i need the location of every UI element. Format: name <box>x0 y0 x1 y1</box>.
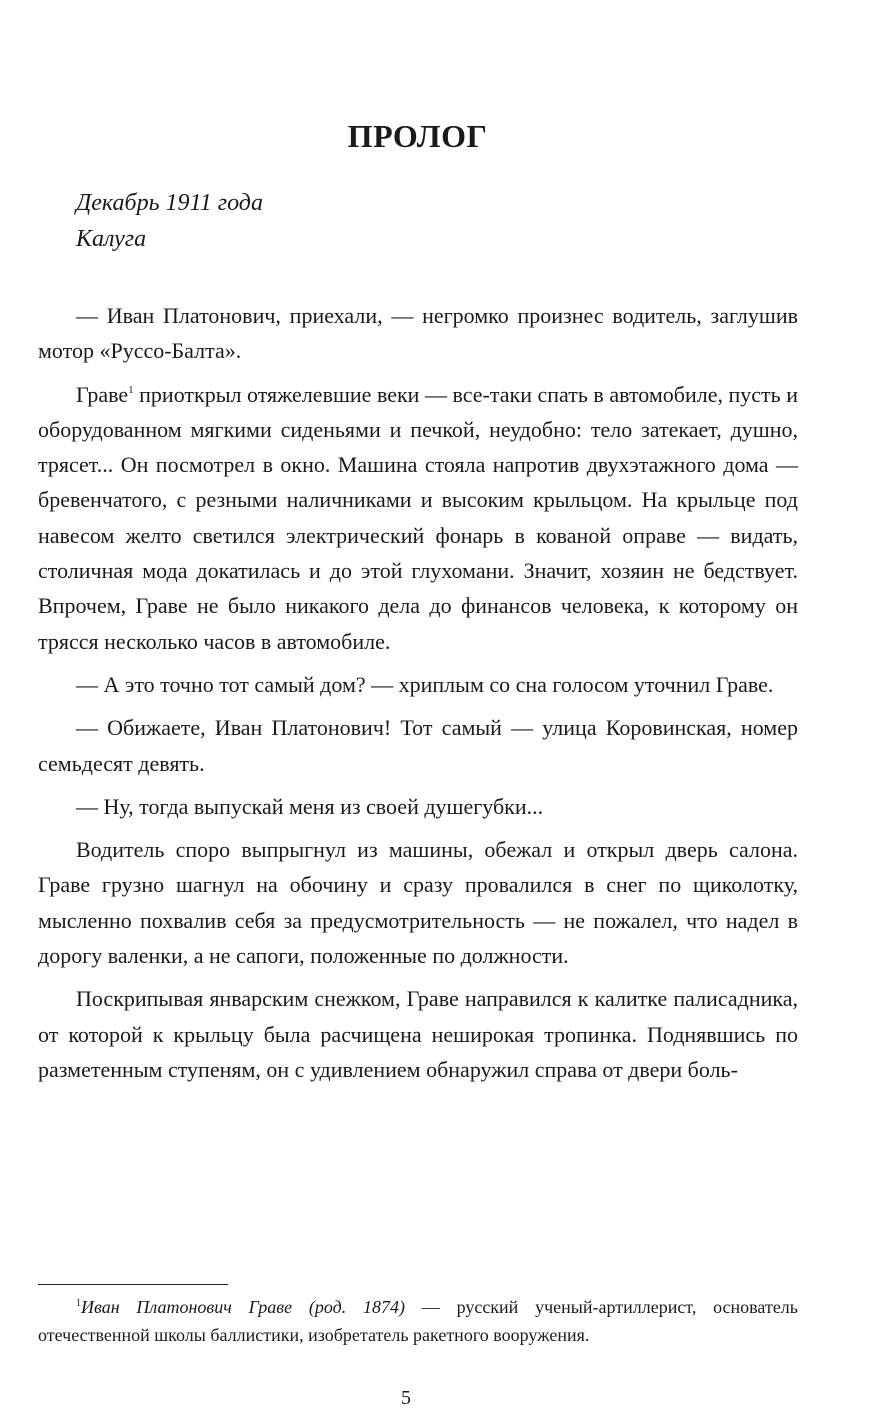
paragraph-text: приоткрыл отяжелевшие веки — все-таки спать в автомобиле, пусть и оборудованном мягкими сиденьями и печкой, неудобно: тело затекает, душно, трясет... Он посмотрел в окно. Машина стояла напротив двухэтажного дома — бревенчатого, с резными наличниками и высоким крыльцом. На крыльце под навесом желто светился электрический фонарь в кованой оправе — видать, столичная мода докатилась и до этой глухомани. Значит, хозяин не бедствует. Впрочем, Граве не было никакого дела до финансов человека, к которому он трясся несколько часов в автомобиле. <box>38 381 798 654</box>
paragraph <box>38 789 798 824</box>
footnote-number: 1 <box>76 1298 81 1309</box>
chapter-place: Калуга <box>76 226 147 252</box>
paragraph <box>38 710 798 781</box>
paragraph <box>38 981 798 1087</box>
footnote-reference[interactable]: 1 <box>128 383 134 396</box>
paragraph-text: — А это точно тот самый дом? — хриплым со сна голосом уточнил Граве. <box>76 671 774 697</box>
paragraph <box>38 377 798 659</box>
body-text <box>38 298 798 1095</box>
footnote-name: Иван Платонович Граве (род. 1874) <box>81 1297 406 1317</box>
chapter-date: Декабрь 1911 года <box>76 190 263 216</box>
paragraph <box>38 298 798 369</box>
paragraph-text: Поскрипывая январским снежком, Граве направился к калитке палисадника, от которой к крыльцу была расчищена неширокая тропинка. Поднявшись по разметенным ступеням, он с удивлением обнаружил справа от двери боль- <box>38 986 798 1082</box>
page-number: 5 <box>401 1387 411 1409</box>
paragraph-text: — Ну, тогда выпускай меня из своей душегубки... <box>76 793 544 819</box>
footnote-text: — русский ученый-артиллерист, основатель отечественной школы баллистики, изобретатель ракетного вооружения. <box>38 1297 798 1345</box>
paragraph <box>38 667 798 702</box>
footnote-divider <box>38 1284 228 1285</box>
paragraph-text: Водитель споро выпрыгнул из машины, обежал и открыл дверь салона. Граве грузно шагнул на обочину и сразу провалился в снег по щиколотку, мысленно похвалив себя за предусмотрительность — не пожалел, что надел в дорогу валенки, а не сапоги, положенные по должности. <box>38 837 798 969</box>
chapter-title: ПРОЛОГ <box>347 118 488 154</box>
paragraph-text: — Обижаете, Иван Платонович! Тот самый — улица Коровинская, номер семьдесят девять. <box>38 715 798 776</box>
paragraph-lead: Граве <box>76 381 129 407</box>
paragraph <box>38 832 798 973</box>
footnote <box>38 1293 798 1349</box>
paragraph-text: — Иван Платонович, приехали, — негромко произнес водитель, заглушив мотор «Руссо-Балта». <box>38 303 798 364</box>
